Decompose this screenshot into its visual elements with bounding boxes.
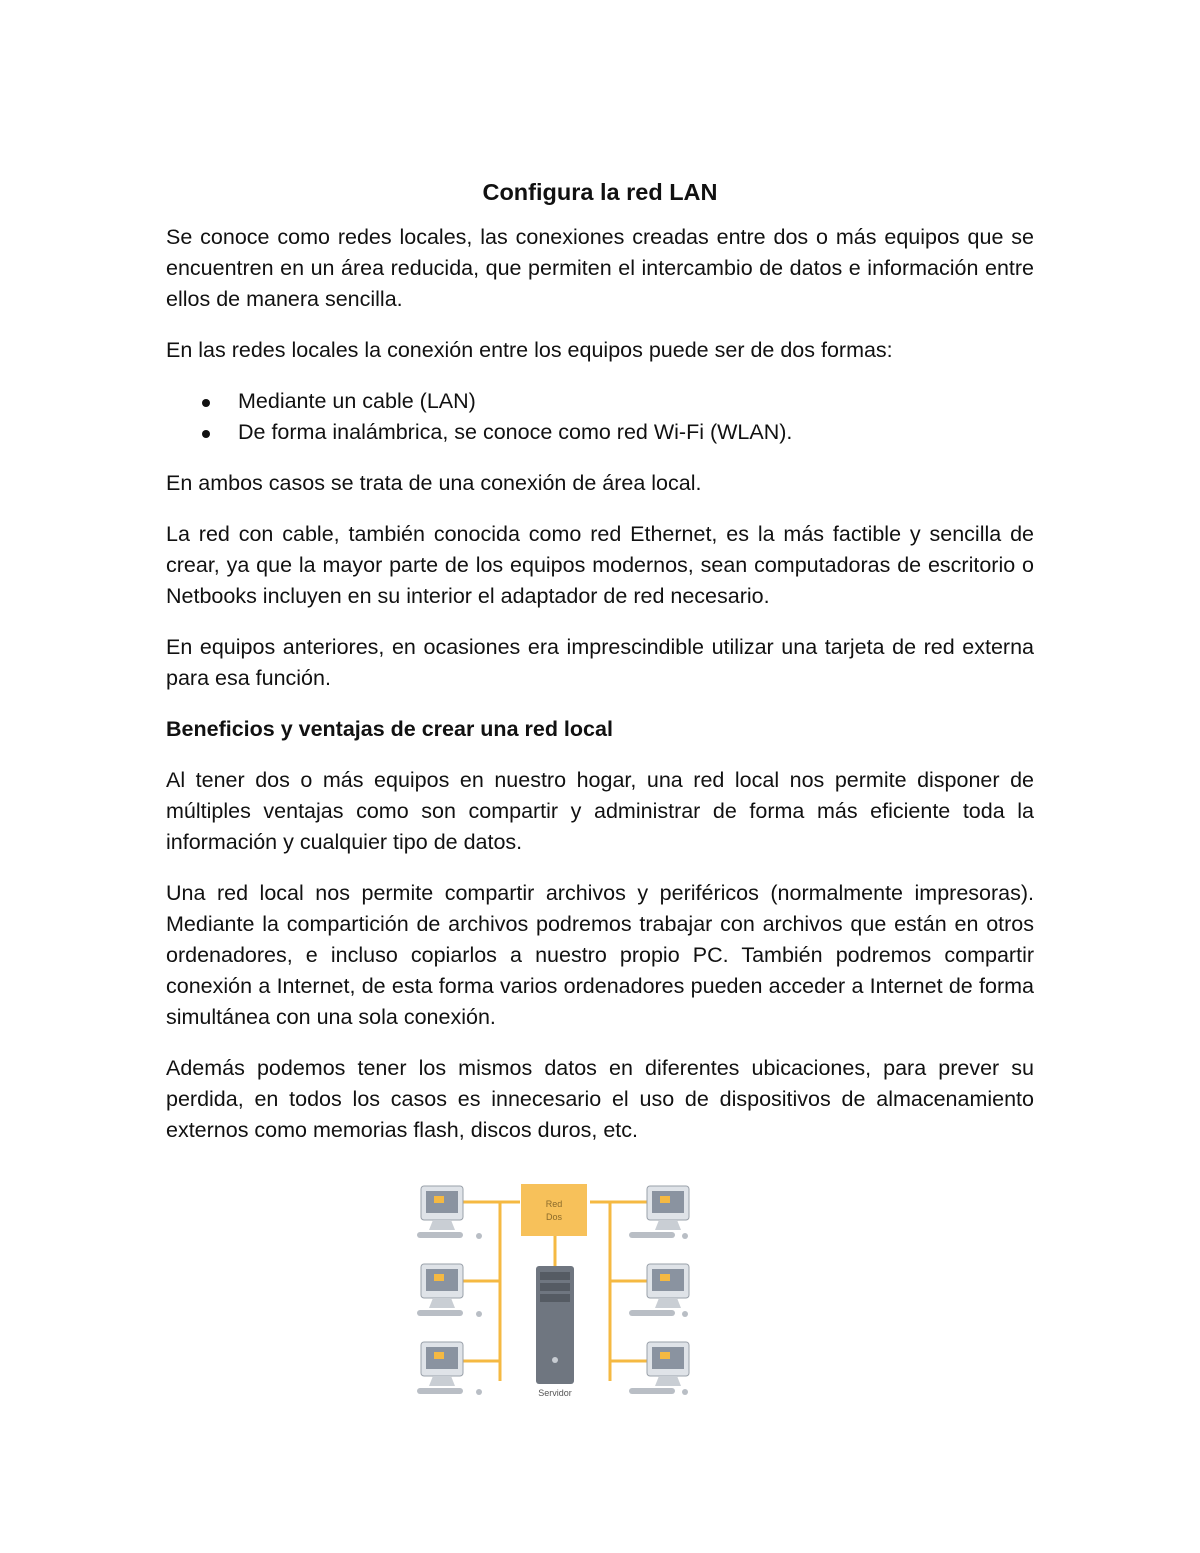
- document-body: [166, 172, 1034, 1166]
- list-item-text: Mediante un cable (LAN): [238, 389, 476, 413]
- hub-label-line1: Red: [545, 1199, 563, 1209]
- hub-label-line2: Dos: [545, 1212, 563, 1222]
- paragraph-older-equipment: En equipos anteriores, en ocasiones era imprescindible utilizar una tarjeta de red externa para esa función.: [166, 635, 1034, 690]
- paragraph-advantages: Al tener dos o más equipos en nuestro hogar, una red local nos permite disponer de múltiples ventajas como son compartir y administrar de forma más eficiente toda la información y cualquier tipo de datos.: [166, 768, 1034, 854]
- computer-icon: [417, 1342, 482, 1395]
- computer-icon: [417, 1264, 482, 1317]
- server-label: Servidor: [538, 1388, 572, 1398]
- bullet-icon: [202, 399, 210, 407]
- computer-icon: [629, 1264, 689, 1317]
- list-item-text: De forma inalámbrica, se conoce como red Wi-Fi (WLAN).: [238, 420, 793, 444]
- list-item: [166, 417, 1034, 448]
- paragraph-forms: En las redes locales la conexión entre los equipos puede ser de dos formas:: [166, 338, 893, 362]
- paragraph-sharing: Una red local nos permite compartir archivos y periféricos (normalmente impresoras). Mediante la compartición de archivos podremos trabajar con archivos que están en otros ordenadores, e incluso copiarlos a nuestro propio PC. También podremos compartir conexión a Internet, de esta forma varios ordenadores pueden acceder a Internet de forma simultánea con una sola conexión.: [166, 881, 1034, 1029]
- bullet-icon: [202, 430, 210, 438]
- network-diagram-figure: [405, 1180, 705, 1418]
- paragraph-locations: Además podemos tener los mismos datos en diferentes ubicaciones, para prever su perdida, en todos los casos es innecesario el uso de dispositivos de almacenamiento externos como memorias flash, discos duros, etc.: [166, 1056, 1034, 1142]
- bullet-list: [166, 386, 1034, 448]
- page-title: Configura la red LAN: [482, 179, 718, 205]
- paragraph-intro: Se conoce como redes locales, las conexiones creadas entre dos o más equipos que se encuentren en un área reducida, que permiten el intercambio de datos e información entre ellos de manera sencilla.: [166, 225, 1034, 311]
- paragraph-both-cases: En ambos casos se trata de una conexión de área local.: [166, 471, 702, 495]
- computer-icon: [629, 1186, 689, 1239]
- computer-icon: [629, 1342, 689, 1395]
- server-tower-icon: [536, 1266, 574, 1384]
- section-heading: Beneficios y ventajas de crear una red local: [166, 717, 613, 741]
- network-hub: [521, 1184, 587, 1236]
- computer-icon: [417, 1186, 482, 1239]
- list-item: [166, 386, 1034, 417]
- paragraph-ethernet: La red con cable, también conocida como red Ethernet, es la más factible y sencilla de crear, ya que la mayor parte de los equipos modernos, sean computadoras de escritorio o Netbooks incluyen en su interior el adaptador de red necesario.: [166, 522, 1034, 608]
- network-diagram: [405, 1180, 705, 1418]
